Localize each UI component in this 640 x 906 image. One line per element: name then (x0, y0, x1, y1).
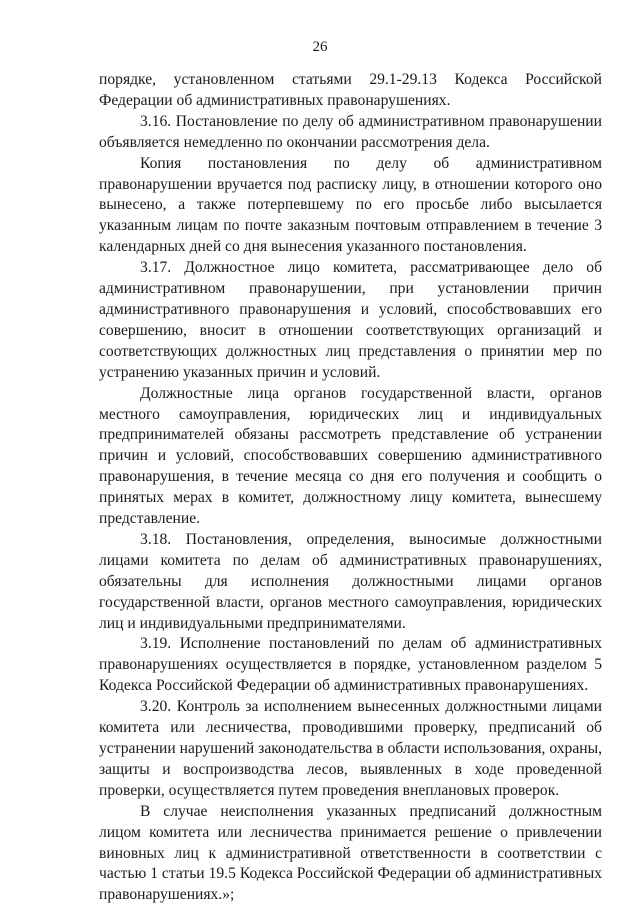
paragraph-3-20: 3.20. Контроль за исполнением вынесенных должностными лицами комитета или лесничества, проводившими проверку, предписаний об устранении нарушений законодательства в области использования, охраны, защиты и воспроизводства лесов, выявленных в ходе проведенной проверки, осуществляется путем проведения внеплановых проверок. (99, 698, 602, 799)
paragraph-3-17: 3.17. Должностное лицо комитета, рассматривающее дело об административном правонарушении, при установлении причин административного правонарушения и условий, способствовавших его совершению, вносит в отношении соответствующих организаций и соответствующих должностных лиц представления о принятии мер по устранению указанных причин и условий. (99, 259, 602, 381)
paragraph-non-compliance: В случае неисполнения указанных предписаний должностным лицом комитета или лесничества принимается решение о привлечении виновных лиц к административной ответственности в соответствии с частью 1 статьи 19.5 Кодекса Российской Федерации об административных правонарушениях.»; (99, 802, 602, 904)
paragraph-3-18: 3.18. Постановления, определения, выносимые должностными лицами комитета по делам об административных правонарушениях, обязательны для исполнения должностными лицами органов государственной власти, органов местного самоуправления, юридических лиц и индивидуальными предпринимателями. (99, 530, 602, 632)
paragraph-officials-obligation: Должностные лица органов государственной власти, органов местного самоуправления, юридических лиц и индивидуальных предпринимателей обязаны рассмотреть представление об устранении причин и условий, способствовавших совершению административного правонарушения, в течение месяца со дня его получения и сообщить о принятых мерах в комитет, должностному лицу комитета, вынесшему представление. (99, 384, 602, 528)
paragraph-3-19: 3.19. Исполнение постановлений по делам об административных правонарушениях осуществляется в порядке, установленном разделом 5 Кодекса Российской Федерации об административных правонарушениях. (99, 635, 602, 695)
paragraph-continuation: порядке, установленном статьями 29.1-29.13 Кодекса Российской Федерации об административных правонарушениях. (99, 71, 602, 109)
page-number: 26 (312, 39, 328, 55)
document-body (99, 70, 602, 906)
paragraph-decision-copy: Копия постановления по делу об административном правонарушении вручается под расписку лицу, в отношении которого оно вынесено, а также потерпевшему по его просьбе либо высылается указанным лицам по почте заказным почтовым отправлением в течение 3 календарных дней со дня вынесения указанного постановления. (99, 154, 602, 256)
paragraph-3-16: 3.16. Постановление по делу об административном правонарушении объявляется немедленно по окончании рассмотрения дела. (99, 112, 602, 151)
